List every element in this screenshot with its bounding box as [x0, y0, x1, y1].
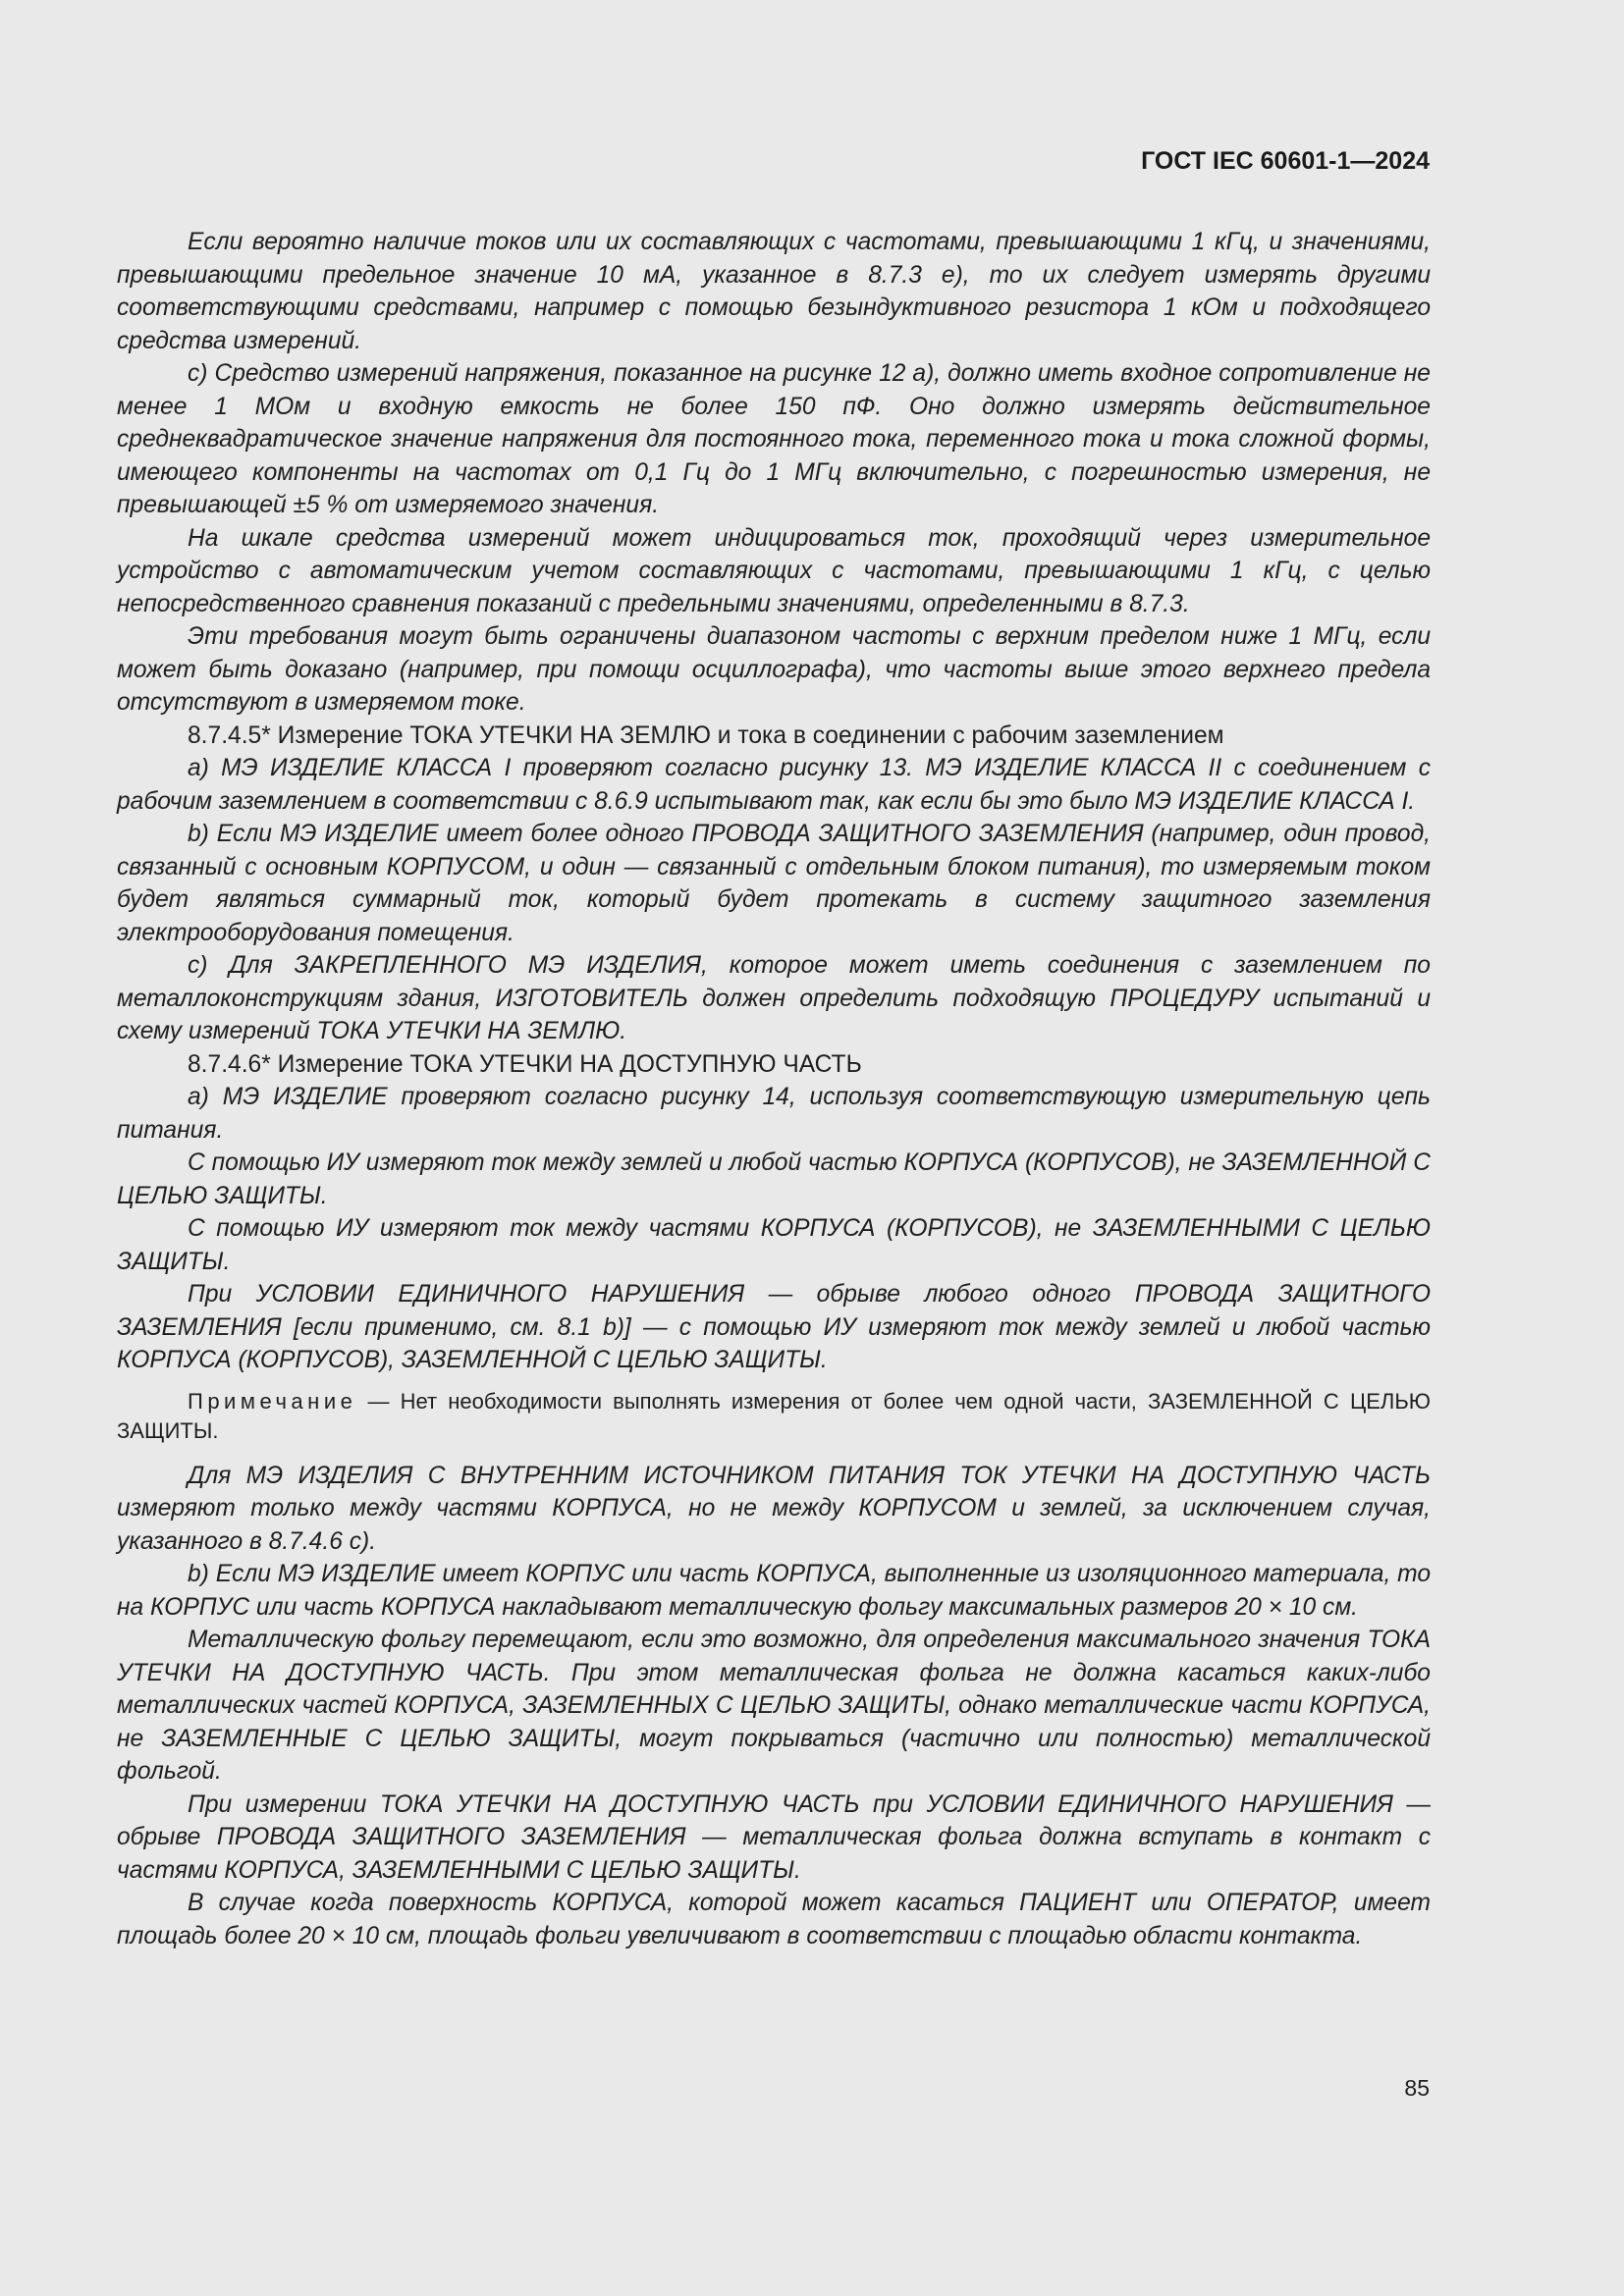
paragraph-single-fault: При УСЛОВИИ ЕДИНИЧНОГО НАРУШЕНИЯ — обрыве любого одного ПРОВОДА ЗАЩИТНОГО ЗАЗЕМЛЕНИЯ [если применимо, см. 8.1 b)] — с помощью ИУ измеряют ток между землей и любой частью КОРПУСА (КОРПУСОВ), ЗАЗЕМЛЕННОЙ С ЦЕЛЬЮ ЗАЩИТЫ. [117, 1281, 1431, 1373]
paragraph-scale-indication: На шкале средства измерений может индицироваться ток, проходящий через измерительное устройство с автоматическим учетом составляющих с частотами, превышающими 1 кГц, с целью непосредственного сравнения показаний с предельными значениями, определенными в 8.7.3. [117, 524, 1431, 617]
paragraph-item-b-protective-earth: b) Если МЭ ИЗДЕЛИЕ имеет более одного ПРОВОДА ЗАЩИТНОГО ЗАЗЕМЛЕНИЯ (например, один провод, связанный с основным КОРПУСОМ, и один — связанный с отдельным блоком питания), то измеряемым током будет являться суммарный ток, который будет протекать в систему защитного заземления электрооборудования помещения. [117, 821, 1431, 946]
note-block [117, 1387, 1431, 1446]
note-text: — Нет необходимости выполнять измерения от более чем одной части, ЗАЗЕМЛЕННОЙ С ЦЕЛЬЮ ЗАЩИТЫ. [117, 1388, 1431, 1443]
paragraph-foil-area: В случае когда поверхность КОРПУСА, которой может касаться ПАЦИЕНТ или ОПЕРАТОР, имеет площадь более 20 × 10 см, площадь фольги увеличивают в соответствии с площадью области контакта. [117, 1890, 1431, 1949]
paragraph-measurement-high-freq: Если вероятно наличие токов или их составляющих с частотами, превышающими 1 кГц, и значениями, превышающими предельное значение 10 мА, указанное в 8.7.3 е), то их следует измерять другими соответствующими средствами, например с помощью безындуктивного резистора 1 кОм и подходящего средства измерений. [117, 229, 1431, 354]
paragraph-item-a-class-i: а) МЭ ИЗДЕЛИЕ КЛАССА I проверяют согласно рисунку 13. МЭ ИЗДЕЛИЕ КЛАССА II с соединением с рабочим заземлением в соответствии с 8.6.9 испытывают так, как если бы это было МЭ ИЗДЕЛИЕ КЛАССА I. [117, 755, 1431, 815]
section-heading-8-7-4-5: 8.7.4.5* Измерение ТОКА УТЕЧКИ НА ЗЕМЛЮ и тока в соединении с рабочим заземлением [188, 721, 1224, 749]
document-body [117, 226, 1431, 1952]
note-label: Примечание [188, 1388, 357, 1414]
paragraph-mu-earth-enclosure: С помощью ИУ измеряют ток между землей и любой частью КОРПУСА (КОРПУСОВ), не ЗАЗЕМЛЕННОЙ С ЦЕЛЬЮ ЗАЩИТЫ. [117, 1149, 1431, 1209]
paragraph-mu-between-parts: С помощью ИУ измеряют ток между частями КОРПУСА (КОРПУСОВ), не ЗАЗЕМЛЕННЫМИ С ЦЕЛЬЮ ЗАЩИТЫ. [117, 1215, 1431, 1275]
page-number: 85 [1404, 2075, 1430, 2101]
paragraph-foil-movement: Металлическую фольгу перемещают, если это возможно, для определения максимального значения ТОКА УТЕЧКИ НА ДОСТУПНУЮ ЧАСТЬ. При этом металлическая фольга не должна касаться каких-либо металлических частей КОРПУСА, ЗАЗЕМЛЕННЫХ С ЦЕЛЬЮ ЗАЩИТЫ, однако металлические части КОРПУСА, не ЗАЗЕМЛЕННЫЕ С ЦЕЛЬЮ ЗАЩИТЫ, могут покрываться (частично или полностью) металлической фольгой. [117, 1627, 1431, 1785]
paragraph-item-c-voltmeter: с) Средство измерений напряжения, показанное на рисунке 12 а), должно иметь входное сопротивление не менее 1 МОм и входную емкость не более 150 пФ. Оно должно измерять действительное среднеквадратическое значение напряжения для постоянного тока, переменного тока и тока сложной формы, имеющего компоненты на частотах от 0,1 Гц до 1 МГц включительно, с погрешностью измерения, не превышающей ±5 % от измеряемого значения. [117, 360, 1431, 518]
document-header: ГОСТ IEC 60601-1—2024 [1141, 147, 1430, 175]
paragraph-item-c-fixed-equipment: с) Для ЗАКРЕПЛЕННОГО МЭ ИЗДЕЛИЯ, которое может иметь соединения с заземлением по металлоконструкциям здания, ИЗГОТОВИТЕЛЬ должен определить подходящую ПРОЦЕДУРУ испытаний и схему измерений ТОКА УТЕЧКИ НА ЗЕМЛЮ. [117, 952, 1431, 1044]
paragraph-frequency-limit: Эти требования могут быть ограничены диапазоном частоты с верхним пределом ниже 1 МГц, если может быть доказано (например, при помощи осциллографа), что частоты выше этого верхнего предела отсутствуют в измеряемом токе. [117, 623, 1431, 716]
paragraph-item-b-insulating-enclosure: b) Если МЭ ИЗДЕЛИЕ имеет КОРПУС или часть КОРПУСА, выполненные из изоляционного материала, то на КОРПУС или часть КОРПУСА накладывают металлическую фольгу максимальных размеров 20 × 10 см. [117, 1561, 1431, 1621]
paragraph-internal-power: Для МЭ ИЗДЕЛИЯ С ВНУТРЕННИМ ИСТОЧНИКОМ ПИТАНИЯ ТОК УТЕЧКИ НА ДОСТУПНУЮ ЧАСТЬ измеряют только между частями КОРПУСА, но не между КОРПУСОМ и землей, за исключением случая, указанного в 8.7.4.6 с). [117, 1462, 1431, 1555]
section-heading-8-7-4-6: 8.7.4.6* Измерение ТОКА УТЕЧКИ НА ДОСТУПНУЮ ЧАСТЬ [188, 1050, 862, 1078]
paragraph-item-a-figure-14: а) МЭ ИЗДЕЛИЕ проверяют согласно рисунку 14, используя соответствующую измерительную цепь питания. [117, 1084, 1431, 1144]
paragraph-foil-single-fault: При измерении ТОКА УТЕЧКИ НА ДОСТУПНУЮ ЧАСТЬ при УСЛОВИИ ЕДИНИЧНОГО НАРУШЕНИЯ — обрыве ПРОВОДА ЗАЩИТНОГО ЗАЗЕМЛЕНИЯ — металлическая фольга должна вступать в контакт с частями КОРПУСА, ЗАЗЕМЛЕННЫМИ С ЦЕЛЬЮ ЗАЩИТЫ. [117, 1790, 1431, 1884]
